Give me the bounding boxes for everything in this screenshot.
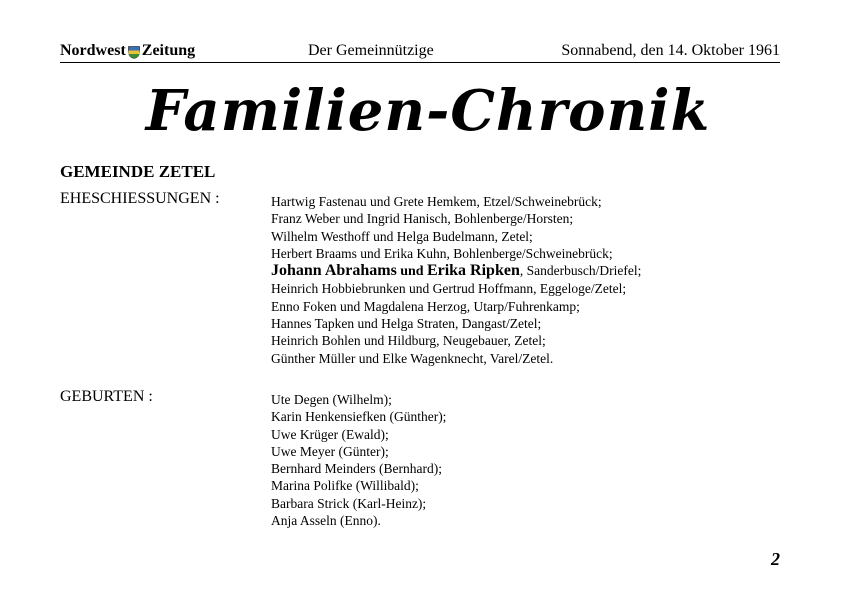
highlight-name-1: Johann Abrahams [271,262,397,280]
list-item: Heinrich Hobbiebrunken und Gertrud Hoffmann, Eggeloge/Zetel; [271,281,627,297]
list-item: Hartwig Fastenau und Grete Hemkem, Etzel/Schweinebrück; [271,194,602,209]
list-item: Enno Foken und Magdalena Herzog, Utarp/Fuhrenkamp; [271,298,580,314]
list-item: Herbert Braams und Erika Kuhn, Bohlenberge/Schweinebrück; [271,245,613,261]
newspaper-name-part-1: Nordwest [60,42,126,59]
section-name: Der Gemeinnützige [308,42,434,59]
newspaper-name [60,42,195,60]
list-item: Bernhard Meinders (Bernhard); [271,461,442,477]
highlight-name-2: Erika Ripken [426,262,520,280]
marriages-label: EHESCHIESSUNGEN : [60,190,220,207]
list-item: Marina Polifke (Willibald); [271,478,419,494]
marriages-list [271,193,641,367]
list-item: Heinrich Bohlen und Hildburg, Neugebauer, Zetel; [271,333,546,349]
page-number: 2 [771,549,780,569]
births-list [271,391,446,529]
list-item: Günther Müller und Elke Wagenknecht, Varel/Zetel. [271,350,554,366]
list-item: Hannes Tapken und Helga Straten, Dangast/Zetel; [271,316,542,332]
highlight-place: , Sanderbusch/Driefel; [519,263,642,279]
municipality-heading: GEMEINDE ZETEL [60,162,216,181]
list-item: Anja Asseln (Enno). [271,513,381,529]
list-item: Uwe Meyer (Günter); [271,443,389,459]
list-item: Wilhelm Westhoff und Helga Budelmann, Zetel; [271,228,533,244]
list-item: Uwe Krüger (Ewald); [271,426,389,442]
list-item: Franz Weber und Ingrid Hanisch, Bohlenberge/Horsten; [271,211,574,227]
list-item: Ute Degen (Wilhelm); [271,392,392,407]
list-item-highlighted [271,262,641,280]
page-title: Familien-Chronik [145,78,711,144]
list-item: Karin Henkensiefken (Günther); [271,409,447,425]
issue-date: Sonnabend, den 14. Oktober 1961 [561,42,780,59]
newspaper-name-part-2: Zeitung [141,42,196,59]
births-label: GEBURTEN : [60,388,153,405]
masthead [60,42,780,63]
highlight-und: und [400,264,424,280]
list-item: Barbara Strick (Karl-Heinz); [271,495,427,511]
coat-of-arms-icon [128,46,140,59]
